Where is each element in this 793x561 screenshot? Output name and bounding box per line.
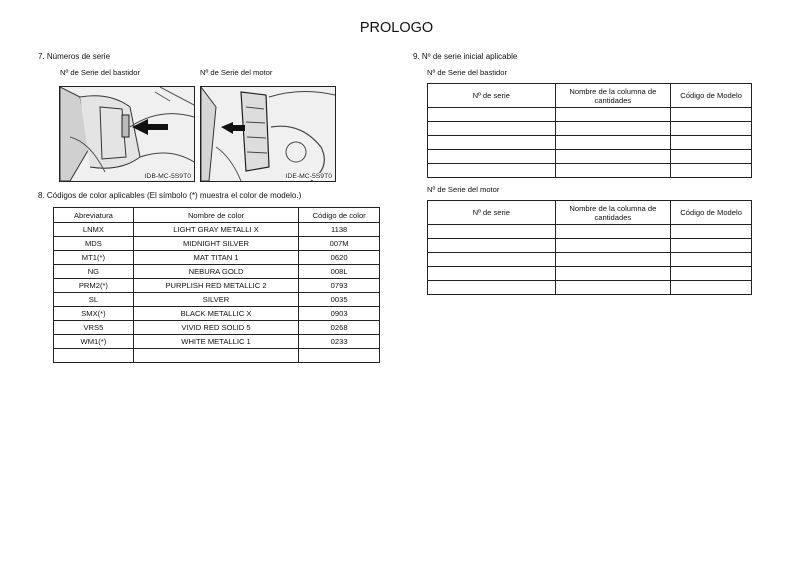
engine-photo-caption: IDE-MC-5S9T0 bbox=[285, 173, 332, 180]
frame-serial-start-table bbox=[427, 83, 752, 178]
abbreviation-cell: PRM2(*) bbox=[54, 279, 134, 293]
abbreviation-cell: VRS5 bbox=[54, 321, 134, 335]
table-row bbox=[54, 293, 380, 307]
engine-serial-start-label: Nº de Serie del motor bbox=[427, 185, 500, 194]
column-header: Nombre de la columna de cantidades bbox=[555, 84, 671, 108]
abbreviation-cell bbox=[54, 349, 134, 363]
engine-serial-photo bbox=[200, 86, 336, 182]
color-name-cell: LIGHT GRAY METALLI X bbox=[133, 223, 298, 237]
abbreviation-cell: SMX(*) bbox=[54, 307, 134, 321]
color-code-cell: 0903 bbox=[299, 307, 380, 321]
table-row bbox=[54, 223, 380, 237]
color-name-cell: PURPLISH RED METALLIC 2 bbox=[133, 279, 298, 293]
table-row bbox=[428, 267, 752, 281]
abbreviation-cell: SL bbox=[54, 293, 134, 307]
table-header-row bbox=[428, 201, 752, 225]
table-header-row bbox=[54, 208, 380, 223]
color-name-cell bbox=[133, 349, 298, 363]
table-row bbox=[54, 321, 380, 335]
abbreviation-cell: LNMX bbox=[54, 223, 134, 237]
table-row bbox=[428, 225, 752, 239]
color-name-cell: NEBURA GOLD bbox=[133, 265, 298, 279]
abbreviation-cell: MDS bbox=[54, 237, 134, 251]
table-row bbox=[54, 335, 380, 349]
color-name-cell: WHITE METALLIC 1 bbox=[133, 335, 298, 349]
color-code-cell: 0035 bbox=[299, 293, 380, 307]
abbreviation-cell: WM1(*) bbox=[54, 335, 134, 349]
table-row bbox=[428, 108, 752, 122]
column-header: Nombre de la columna de cantidades bbox=[555, 201, 671, 225]
abbreviation-cell: MT1(*) bbox=[54, 251, 134, 265]
table-row bbox=[54, 237, 380, 251]
frame-photo-caption: IDB-MC-5S9T0 bbox=[144, 173, 191, 180]
color-name-cell: MAT TITAN 1 bbox=[133, 251, 298, 265]
abbreviation-cell: NG bbox=[54, 265, 134, 279]
table-row bbox=[428, 253, 752, 267]
section-9-heading: 9. Nº de serie inicial aplicable bbox=[413, 52, 518, 61]
table-row bbox=[428, 122, 752, 136]
column-header: Código de color bbox=[299, 208, 380, 223]
engine-serial-label: Nº de Serie del motor bbox=[200, 68, 273, 77]
color-name-cell: SILVER bbox=[133, 293, 298, 307]
table-row bbox=[54, 307, 380, 321]
table-row bbox=[54, 349, 380, 363]
color-code-cell: 007M bbox=[299, 237, 380, 251]
table-row bbox=[54, 279, 380, 293]
table-header-row bbox=[428, 84, 752, 108]
section-7-heading: 7. Números de serie bbox=[38, 52, 111, 61]
frame-serial-label: Nº de Serie del bastidor bbox=[60, 68, 141, 77]
column-header: Código de Modelo bbox=[671, 84, 752, 108]
color-name-cell: VIVID RED SOLID 5 bbox=[133, 321, 298, 335]
engine-serial-start-table bbox=[427, 200, 752, 295]
table-row bbox=[54, 251, 380, 265]
color-code-cell: 1138 bbox=[299, 223, 380, 237]
color-code-cell: 008L bbox=[299, 265, 380, 279]
color-code-cell: 0268 bbox=[299, 321, 380, 335]
table-row bbox=[428, 150, 752, 164]
column-header: Abreviatura bbox=[54, 208, 134, 223]
table-row bbox=[428, 164, 752, 178]
color-code-cell bbox=[299, 349, 380, 363]
column-header: Nombre de color bbox=[133, 208, 298, 223]
color-name-cell: MIDNIGHT SILVER bbox=[133, 237, 298, 251]
table-row bbox=[428, 239, 752, 253]
color-code-cell: 0233 bbox=[299, 335, 380, 349]
page-title: PROLOGO bbox=[359, 20, 434, 36]
frame-serial-photo bbox=[59, 86, 195, 182]
section-8-heading: 8. Códigos de color aplicables (El símbolo (*) muestra el color de modelo.) bbox=[38, 191, 302, 200]
color-name-cell: BLACK METALLIC X bbox=[133, 307, 298, 321]
table-row bbox=[54, 265, 380, 279]
color-code-cell: 0620 bbox=[299, 251, 380, 265]
color-code-cell: 0793 bbox=[299, 279, 380, 293]
frame-serial-start-label: Nº de Serie del bastidor bbox=[427, 68, 508, 77]
column-header: Código de Modelo bbox=[671, 201, 752, 225]
column-header: Nº de serie bbox=[428, 84, 556, 108]
table-row bbox=[428, 281, 752, 295]
color-codes-table bbox=[53, 207, 380, 363]
table-row bbox=[428, 136, 752, 150]
column-header: Nº de serie bbox=[428, 201, 556, 225]
